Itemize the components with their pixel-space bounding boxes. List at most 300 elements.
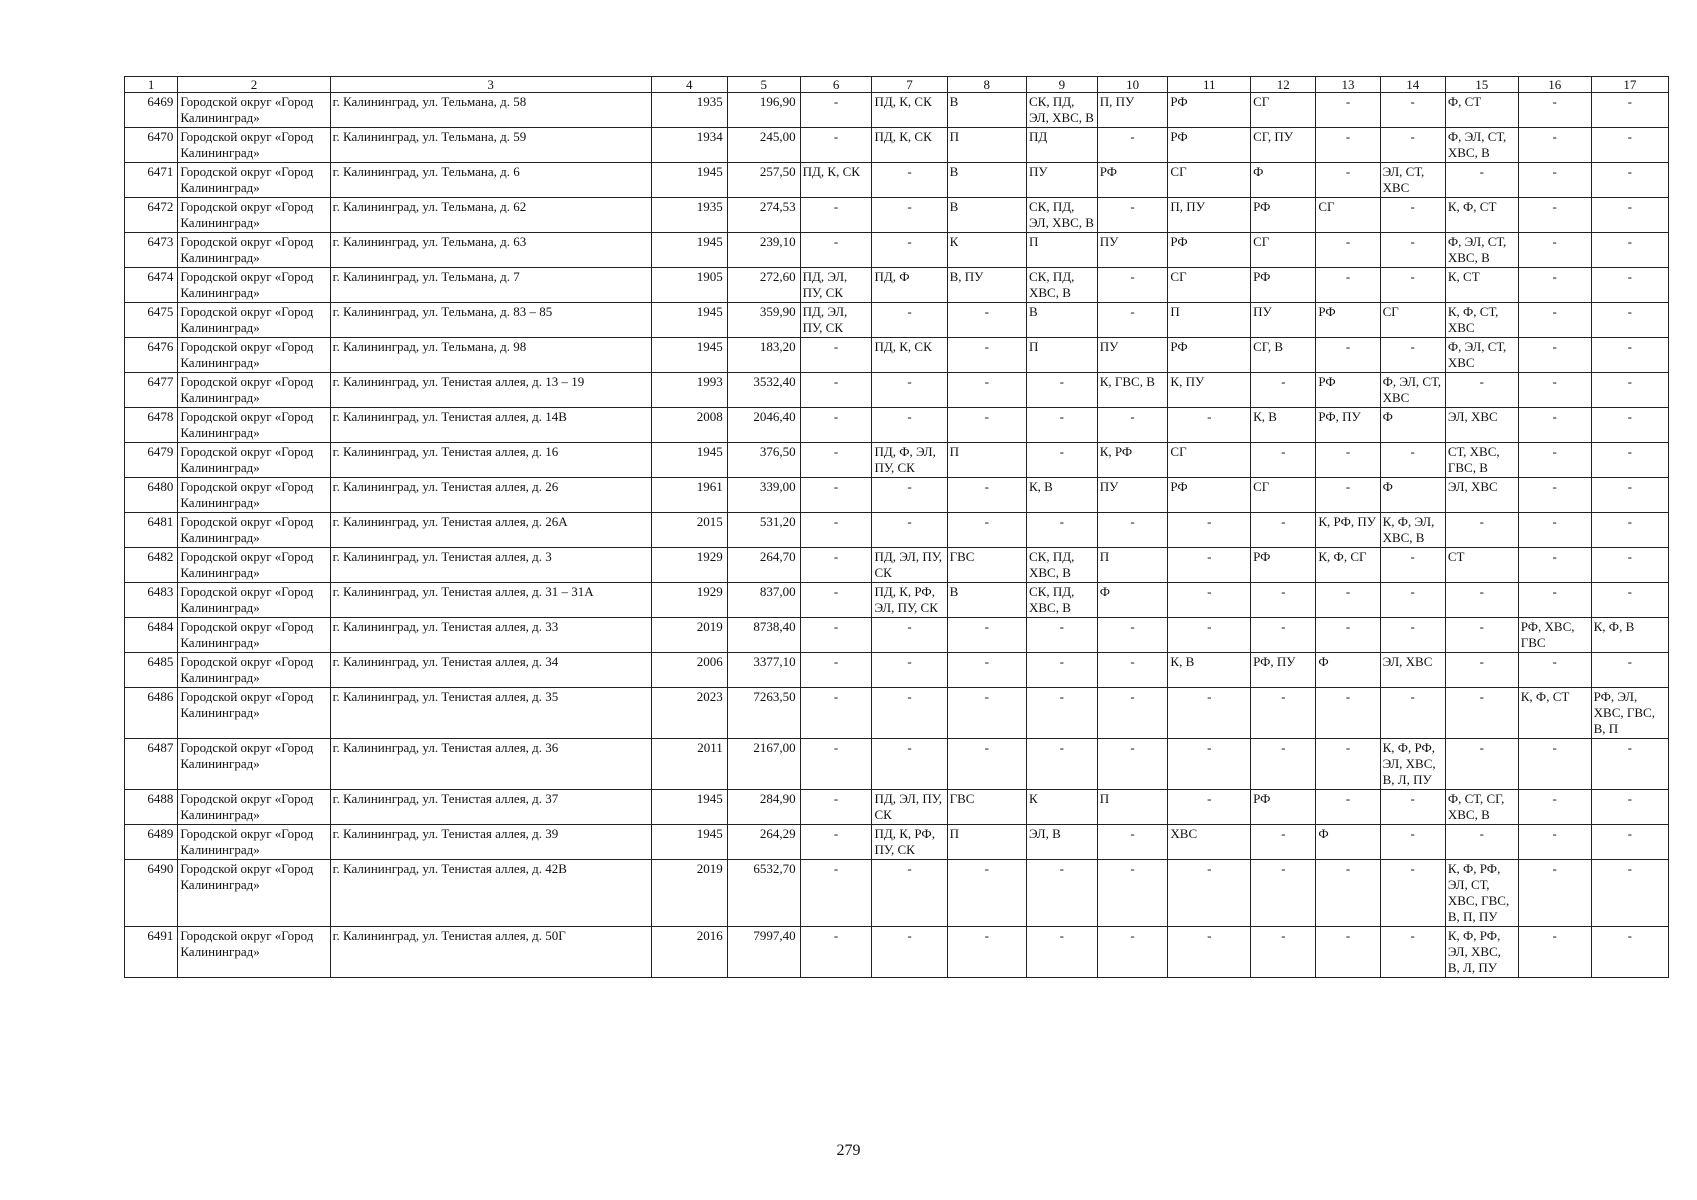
table-cell-col-5: 284,90 — [727, 790, 800, 825]
table-cell-col-15: Ф, СТ — [1445, 93, 1518, 128]
table-cell-col-3: г. Калининград, ул. Тенистая аллея, д. 14В — [330, 408, 651, 443]
table-cell-col-17: - — [1591, 338, 1668, 373]
table-cell-col-10: Ф — [1097, 583, 1168, 618]
table-cell-col-9: СК, ПД, ХВС, В — [1026, 583, 1097, 618]
table-cell-col-11: - — [1168, 583, 1251, 618]
table-cell-col-9: П — [1026, 233, 1097, 268]
table-cell-col-1: 6473 — [125, 233, 178, 268]
table-cell-col-10: - — [1097, 688, 1168, 739]
table-cell-col-2: Городской округ «Город Калининград» — [178, 653, 330, 688]
table-cell-col-3: г. Калининград, ул. Тенистая аллея, д. 50Г — [330, 927, 651, 978]
table-cell-col-16: - — [1518, 653, 1591, 688]
table-cell-col-6: - — [800, 825, 872, 860]
table-cell-col-5: 339,00 — [727, 478, 800, 513]
table-cell-col-7: ПД, ЭЛ, ПУ, СК — [872, 790, 947, 825]
table-cell-col-12: - — [1251, 373, 1316, 408]
table-cell-col-4: 1905 — [651, 268, 727, 303]
table-cell-col-6: - — [800, 478, 872, 513]
registry-table — [124, 76, 1669, 978]
page-number: 279 — [836, 1142, 861, 1159]
table-cell-col-12: СГ — [1251, 93, 1316, 128]
table-cell-col-7: - — [872, 163, 947, 198]
table-cell-col-7: ПД, ЭЛ, ПУ, СК — [872, 548, 947, 583]
table-cell-col-2: Городской округ «Город Калининград» — [178, 513, 330, 548]
table-cell-col-12: СГ, В — [1251, 338, 1316, 373]
table-cell-col-12: СГ — [1251, 478, 1316, 513]
column-header-16: 16 — [1518, 77, 1591, 93]
table-cell-col-2: Городской округ «Город Калининград» — [178, 825, 330, 860]
table-cell-col-8: - — [947, 927, 1026, 978]
table-cell-col-9: СК, ПД, ЭЛ, ХВС, В — [1026, 93, 1097, 128]
table-body — [125, 93, 1669, 978]
table-cell-col-8: - — [947, 860, 1026, 927]
table-cell-col-5: 531,20 — [727, 513, 800, 548]
table-row — [125, 825, 1669, 860]
table-cell-col-11: РФ — [1168, 338, 1251, 373]
table-cell-col-6: ПД, ЭЛ, ПУ, СК — [800, 268, 872, 303]
table-cell-col-17: - — [1591, 163, 1668, 198]
table-cell-col-12: - — [1251, 860, 1316, 927]
table-cell-col-14: Ф, ЭЛ, СТ, ХВС — [1380, 373, 1445, 408]
table-cell-col-14: - — [1380, 128, 1445, 163]
table-cell-col-14: К, Ф, РФ, ЭЛ, ХВС, В, Л, ПУ — [1380, 739, 1445, 790]
table-cell-col-12: - — [1251, 927, 1316, 978]
table-cell-col-3: г. Калининград, ул. Тенистая аллея, д. 37 — [330, 790, 651, 825]
table-cell-col-8: - — [947, 478, 1026, 513]
table-cell-col-6: - — [800, 548, 872, 583]
table-cell-col-1: 6490 — [125, 860, 178, 927]
table-cell-col-5: 359,90 — [727, 303, 800, 338]
table-cell-col-12: РФ — [1251, 548, 1316, 583]
table-row — [125, 513, 1669, 548]
table-cell-col-4: 1945 — [651, 233, 727, 268]
table-cell-col-11: - — [1168, 739, 1251, 790]
column-header-14: 14 — [1380, 77, 1445, 93]
table-cell-col-9: - — [1026, 373, 1097, 408]
table-cell-col-6: - — [800, 373, 872, 408]
table-cell-col-11: СГ — [1168, 268, 1251, 303]
table-cell-col-16: - — [1518, 373, 1591, 408]
table-cell-col-8: П — [947, 825, 1026, 860]
table-cell-col-6: - — [800, 860, 872, 927]
table-cell-col-2: Городской округ «Город Калининград» — [178, 618, 330, 653]
table-cell-col-2: Городской округ «Город Калининград» — [178, 688, 330, 739]
table-cell-col-8: В — [947, 198, 1026, 233]
table-cell-col-16: - — [1518, 443, 1591, 478]
table-cell-col-5: 7263,50 — [727, 688, 800, 739]
table-cell-col-10: - — [1097, 618, 1168, 653]
table-cell-col-10: ПУ — [1097, 478, 1168, 513]
table-cell-col-3: г. Калининград, ул. Тенистая аллея, д. 13 – 19 — [330, 373, 651, 408]
table-cell-col-7: ПД, Ф — [872, 268, 947, 303]
table-cell-col-4: 2011 — [651, 739, 727, 790]
table-cell-col-7: - — [872, 233, 947, 268]
table-cell-col-1: 6475 — [125, 303, 178, 338]
table-cell-col-2: Городской округ «Город Калининград» — [178, 338, 330, 373]
table-cell-col-16: - — [1518, 408, 1591, 443]
table-cell-col-2: Городской округ «Город Калининград» — [178, 163, 330, 198]
table-cell-col-10: П — [1097, 548, 1168, 583]
table-cell-col-2: Городской округ «Город Калининград» — [178, 739, 330, 790]
table-cell-col-13: - — [1316, 688, 1380, 739]
column-header-17: 17 — [1591, 77, 1668, 93]
table-cell-col-4: 1945 — [651, 163, 727, 198]
table-cell-col-15: К, Ф, СТ, ХВС — [1445, 303, 1518, 338]
table-row — [125, 618, 1669, 653]
table-cell-col-3: г. Калининград, ул. Тенистая аллея, д. 33 — [330, 618, 651, 653]
table-cell-col-17: - — [1591, 739, 1668, 790]
table-cell-col-14: Ф — [1380, 408, 1445, 443]
table-cell-col-6: - — [800, 790, 872, 825]
table-cell-col-3: г. Калининград, ул. Тельмана, д. 83 – 85 — [330, 303, 651, 338]
table-cell-col-6: ПД, К, СК — [800, 163, 872, 198]
table-cell-col-7: ПД, К, СК — [872, 128, 947, 163]
table-cell-col-4: 2019 — [651, 860, 727, 927]
table-cell-col-1: 6470 — [125, 128, 178, 163]
table-cell-col-8: ГВС — [947, 548, 1026, 583]
registry-table-container — [124, 76, 1669, 978]
table-cell-col-5: 6532,70 — [727, 860, 800, 927]
table-cell-col-13: - — [1316, 618, 1380, 653]
table-cell-col-8: - — [947, 618, 1026, 653]
table-cell-col-2: Городской округ «Город Калининград» — [178, 478, 330, 513]
table-cell-col-16: - — [1518, 927, 1591, 978]
table-cell-col-4: 2023 — [651, 688, 727, 739]
table-cell-col-1: 6481 — [125, 513, 178, 548]
table-cell-col-8: ГВС — [947, 790, 1026, 825]
table-cell-col-3: г. Калининград, ул. Тенистая аллея, д. 35 — [330, 688, 651, 739]
table-cell-col-4: 1934 — [651, 128, 727, 163]
table-cell-col-5: 264,29 — [727, 825, 800, 860]
table-cell-col-6: - — [800, 688, 872, 739]
table-cell-col-10: - — [1097, 198, 1168, 233]
table-cell-col-15: - — [1445, 163, 1518, 198]
table-cell-col-10: - — [1097, 653, 1168, 688]
table-cell-col-10: РФ — [1097, 163, 1168, 198]
table-cell-col-8: - — [947, 653, 1026, 688]
table-cell-col-14: - — [1380, 93, 1445, 128]
table-cell-col-16: - — [1518, 513, 1591, 548]
table-cell-col-11: П, ПУ — [1168, 198, 1251, 233]
table-cell-col-13: К, РФ, ПУ — [1316, 513, 1380, 548]
table-cell-col-4: 2016 — [651, 927, 727, 978]
table-cell-col-10: - — [1097, 739, 1168, 790]
table-cell-col-15: Ф, ЭЛ, СТ, ХВС, В — [1445, 233, 1518, 268]
table-cell-col-4: 2008 — [651, 408, 727, 443]
table-cell-col-17: - — [1591, 373, 1668, 408]
table-cell-col-16: - — [1518, 583, 1591, 618]
table-cell-col-16: - — [1518, 825, 1591, 860]
table-cell-col-10: - — [1097, 268, 1168, 303]
table-cell-col-5: 2046,40 — [727, 408, 800, 443]
table-cell-col-17: - — [1591, 653, 1668, 688]
table-cell-col-13: - — [1316, 128, 1380, 163]
table-cell-col-1: 6484 — [125, 618, 178, 653]
table-cell-col-7: ПД, К, СК — [872, 93, 947, 128]
column-header-13: 13 — [1316, 77, 1380, 93]
column-header-7: 7 — [872, 77, 947, 93]
table-cell-col-13: РФ — [1316, 373, 1380, 408]
table-cell-col-8: - — [947, 408, 1026, 443]
table-cell-col-12: РФ — [1251, 198, 1316, 233]
table-cell-col-10: - — [1097, 927, 1168, 978]
table-cell-col-1: 6483 — [125, 583, 178, 618]
table-cell-col-12: - — [1251, 825, 1316, 860]
table-cell-col-6: ПД, ЭЛ, ПУ, СК — [800, 303, 872, 338]
table-cell-col-5: 3377,10 — [727, 653, 800, 688]
table-cell-col-14: ЭЛ, ХВС — [1380, 653, 1445, 688]
table-row — [125, 583, 1669, 618]
table-cell-col-12: ПУ — [1251, 303, 1316, 338]
table-cell-col-11: - — [1168, 688, 1251, 739]
table-cell-col-17: - — [1591, 443, 1668, 478]
table-row — [125, 548, 1669, 583]
table-cell-col-9: - — [1026, 513, 1097, 548]
table-cell-col-7: - — [872, 739, 947, 790]
table-cell-col-5: 2167,00 — [727, 739, 800, 790]
table-cell-col-11: РФ — [1168, 478, 1251, 513]
table-cell-col-4: 1929 — [651, 583, 727, 618]
table-cell-col-12: Ф — [1251, 163, 1316, 198]
table-cell-col-6: - — [800, 93, 872, 128]
table-cell-col-12: РФ — [1251, 268, 1316, 303]
table-cell-col-3: г. Калининград, ул. Тенистая аллея, д. 36 — [330, 739, 651, 790]
table-cell-col-16: - — [1518, 338, 1591, 373]
table-cell-col-4: 1945 — [651, 790, 727, 825]
table-cell-col-4: 1945 — [651, 303, 727, 338]
table-cell-col-6: - — [800, 198, 872, 233]
table-cell-col-14: - — [1380, 927, 1445, 978]
table-cell-col-10: - — [1097, 825, 1168, 860]
table-cell-col-9: - — [1026, 927, 1097, 978]
table-cell-col-12: СГ, ПУ — [1251, 128, 1316, 163]
table-cell-col-6: - — [800, 408, 872, 443]
table-cell-col-8: К — [947, 233, 1026, 268]
table-row — [125, 338, 1669, 373]
table-cell-col-4: 2015 — [651, 513, 727, 548]
table-cell-col-12: - — [1251, 688, 1316, 739]
table-cell-col-1: 6478 — [125, 408, 178, 443]
table-cell-col-12: РФ — [1251, 790, 1316, 825]
table-header — [125, 77, 1669, 93]
table-cell-col-5: 7997,40 — [727, 927, 800, 978]
table-cell-col-15: - — [1445, 688, 1518, 739]
table-row — [125, 268, 1669, 303]
table-cell-col-7: - — [872, 478, 947, 513]
table-cell-col-5: 245,00 — [727, 128, 800, 163]
table-cell-col-10: - — [1097, 408, 1168, 443]
table-cell-col-17: - — [1591, 790, 1668, 825]
table-cell-col-1: 6477 — [125, 373, 178, 408]
table-cell-col-11: СГ — [1168, 443, 1251, 478]
table-cell-col-11: - — [1168, 548, 1251, 583]
table-row — [125, 373, 1669, 408]
table-cell-col-11: - — [1168, 790, 1251, 825]
table-cell-col-4: 1993 — [651, 373, 727, 408]
column-header-6: 6 — [800, 77, 872, 93]
table-cell-col-17: - — [1591, 927, 1668, 978]
table-cell-col-3: г. Калининград, ул. Тельмана, д. 98 — [330, 338, 651, 373]
table-cell-col-2: Городской округ «Город Калининград» — [178, 408, 330, 443]
column-header-3: 3 — [330, 77, 651, 93]
table-cell-col-13: - — [1316, 927, 1380, 978]
table-cell-col-2: Городской округ «Город Калининград» — [178, 583, 330, 618]
table-cell-col-4: 2006 — [651, 653, 727, 688]
table-cell-col-14: - — [1380, 548, 1445, 583]
table-cell-col-7: - — [872, 373, 947, 408]
table-cell-col-17: - — [1591, 268, 1668, 303]
table-cell-col-7: - — [872, 198, 947, 233]
table-cell-col-9: - — [1026, 653, 1097, 688]
table-cell-col-13: К, Ф, СГ — [1316, 548, 1380, 583]
table-cell-col-14: - — [1380, 268, 1445, 303]
table-cell-col-7: - — [872, 927, 947, 978]
table-cell-col-9: - — [1026, 443, 1097, 478]
table-cell-col-11: РФ — [1168, 93, 1251, 128]
table-cell-col-11: - — [1168, 513, 1251, 548]
table-cell-col-17: РФ, ЭЛ, ХВС, ГВС, В, П — [1591, 688, 1668, 739]
table-cell-col-14: - — [1380, 860, 1445, 927]
table-cell-col-9: ПУ — [1026, 163, 1097, 198]
table-cell-col-9: К, В — [1026, 478, 1097, 513]
table-cell-col-10: П — [1097, 790, 1168, 825]
table-cell-col-1: 6486 — [125, 688, 178, 739]
column-header-5: 5 — [727, 77, 800, 93]
table-cell-col-6: - — [800, 233, 872, 268]
table-cell-col-9: ПД — [1026, 128, 1097, 163]
table-cell-col-1: 6488 — [125, 790, 178, 825]
table-cell-col-13: РФ, ПУ — [1316, 408, 1380, 443]
table-cell-col-2: Городской округ «Город Калининград» — [178, 443, 330, 478]
column-header-15: 15 — [1445, 77, 1518, 93]
table-cell-col-7: ПД, К, РФ, ПУ, СК — [872, 825, 947, 860]
table-cell-col-13: - — [1316, 443, 1380, 478]
table-cell-col-13: - — [1316, 478, 1380, 513]
table-cell-col-8: В — [947, 163, 1026, 198]
table-cell-col-13: - — [1316, 268, 1380, 303]
table-cell-col-5: 376,50 — [727, 443, 800, 478]
table-cell-col-2: Городской округ «Город Калининград» — [178, 128, 330, 163]
table-cell-col-14: СГ — [1380, 303, 1445, 338]
table-cell-col-14: - — [1380, 825, 1445, 860]
table-cell-col-14: ЭЛ, СТ, ХВС — [1380, 163, 1445, 198]
table-cell-col-1: 6471 — [125, 163, 178, 198]
table-cell-col-17: - — [1591, 93, 1668, 128]
table-cell-col-2: Городской округ «Город Калининград» — [178, 548, 330, 583]
table-cell-col-17: - — [1591, 408, 1668, 443]
table-cell-col-9: СК, ПД, ХВС, В — [1026, 548, 1097, 583]
table-cell-col-16: - — [1518, 93, 1591, 128]
table-cell-col-13: - — [1316, 739, 1380, 790]
table-cell-col-1: 6476 — [125, 338, 178, 373]
table-cell-col-13: Ф — [1316, 825, 1380, 860]
table-cell-col-3: г. Калининград, ул. Тельмана, д. 6 — [330, 163, 651, 198]
table-cell-col-11: РФ — [1168, 128, 1251, 163]
table-cell-col-11: - — [1168, 860, 1251, 927]
table-cell-col-2: Городской округ «Город Калининград» — [178, 233, 330, 268]
table-cell-col-7: ПД, К, РФ, ЭЛ, ПУ, СК — [872, 583, 947, 618]
table-cell-col-9: ЭЛ, В — [1026, 825, 1097, 860]
table-cell-col-12: РФ, ПУ — [1251, 653, 1316, 688]
table-cell-col-14: - — [1380, 688, 1445, 739]
table-cell-col-17: - — [1591, 233, 1668, 268]
table-cell-col-8: В — [947, 93, 1026, 128]
table-cell-col-12: - — [1251, 513, 1316, 548]
column-header-2: 2 — [178, 77, 330, 93]
table-cell-col-14: - — [1380, 618, 1445, 653]
header-row — [125, 77, 1669, 93]
table-cell-col-14: - — [1380, 790, 1445, 825]
table-cell-col-7: - — [872, 618, 947, 653]
table-cell-col-11: - — [1168, 927, 1251, 978]
table-cell-col-17: - — [1591, 583, 1668, 618]
table-cell-col-10: ПУ — [1097, 338, 1168, 373]
table-cell-col-8: - — [947, 338, 1026, 373]
table-row — [125, 927, 1669, 978]
column-header-12: 12 — [1251, 77, 1316, 93]
table-cell-col-7: ПД, Ф, ЭЛ, ПУ, СК — [872, 443, 947, 478]
table-cell-col-16: - — [1518, 860, 1591, 927]
table-row — [125, 93, 1669, 128]
table-cell-col-2: Городской округ «Город Калининград» — [178, 927, 330, 978]
table-cell-col-16: - — [1518, 198, 1591, 233]
table-cell-col-5: 257,50 — [727, 163, 800, 198]
table-cell-col-5: 8738,40 — [727, 618, 800, 653]
table-cell-col-9: К — [1026, 790, 1097, 825]
table-cell-col-8: В — [947, 583, 1026, 618]
table-cell-col-5: 183,20 — [727, 338, 800, 373]
table-row — [125, 163, 1669, 198]
table-cell-col-8: - — [947, 739, 1026, 790]
table-cell-col-17: - — [1591, 478, 1668, 513]
table-cell-col-15: СТ — [1445, 548, 1518, 583]
table-cell-col-16: - — [1518, 478, 1591, 513]
table-cell-col-6: - — [800, 443, 872, 478]
table-cell-col-14: - — [1380, 198, 1445, 233]
table-cell-col-3: г. Калининград, ул. Тенистая аллея, д. 26 — [330, 478, 651, 513]
table-row — [125, 688, 1669, 739]
table-cell-col-15: Ф, ЭЛ, СТ, ХВС — [1445, 338, 1518, 373]
table-cell-col-11: К, В — [1168, 653, 1251, 688]
table-cell-col-3: г. Калининград, ул. Тенистая аллея, д. 16 — [330, 443, 651, 478]
table-cell-col-12: - — [1251, 739, 1316, 790]
table-cell-col-8: П — [947, 443, 1026, 478]
table-cell-col-16: - — [1518, 303, 1591, 338]
table-cell-col-3: г. Калининград, ул. Тенистая аллея, д. 26А — [330, 513, 651, 548]
column-header-11: 11 — [1168, 77, 1251, 93]
table-cell-col-1: 6480 — [125, 478, 178, 513]
table-cell-col-5: 272,60 — [727, 268, 800, 303]
table-cell-col-9: СК, ПД, ЭЛ, ХВС, В — [1026, 198, 1097, 233]
table-cell-col-15: Ф, ЭЛ, СТ, ХВС, В — [1445, 128, 1518, 163]
table-cell-col-16: - — [1518, 790, 1591, 825]
table-cell-col-10: П, ПУ — [1097, 93, 1168, 128]
table-cell-col-1: 6489 — [125, 825, 178, 860]
table-cell-col-13: - — [1316, 583, 1380, 618]
table-cell-col-15: К, СТ — [1445, 268, 1518, 303]
table-cell-col-6: - — [800, 513, 872, 548]
table-cell-col-10: - — [1097, 860, 1168, 927]
table-cell-col-13: - — [1316, 790, 1380, 825]
table-row — [125, 233, 1669, 268]
table-cell-col-5: 239,10 — [727, 233, 800, 268]
table-cell-col-2: Городской округ «Город Калининград» — [178, 303, 330, 338]
table-cell-col-15: - — [1445, 583, 1518, 618]
table-cell-col-9: - — [1026, 688, 1097, 739]
table-cell-col-1: 6472 — [125, 198, 178, 233]
table-cell-col-17: К, Ф, В — [1591, 618, 1668, 653]
table-cell-col-15: - — [1445, 825, 1518, 860]
